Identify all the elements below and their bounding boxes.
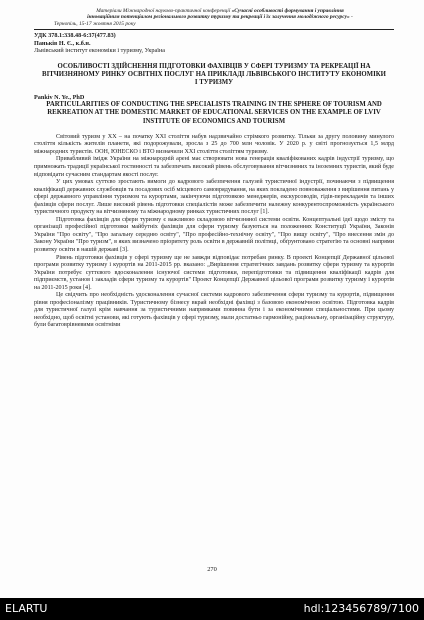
paragraph: Підготовка фахівців для сфери туризму є важливою складовою вітчизняної системи освіти. Концептуальні ідеї щодо змісту та організації професійної підготовки майбутніх фахівців для сфери туризму базуються на положеннях Конституції України, Законів України "Про освіту", "Про загальну середню освіту", "Про професійно-технічну освіту", "Про вищу освіту", "Про внесення змін до Закону України "Про туризм", в яких визначено пріоритету роль освіти в державній політиці, обґрунтовано стратегію та основні напрями розвитку освіти в нашій державі [3]. [34, 216, 394, 254]
repository-name: ELARTU [5, 602, 48, 615]
conference-header-title-2: інноваційним потенціалом регіонального розвитку туризму та рекреації і їх залучення молодіжного ресурсу» [87, 14, 350, 21]
udk-code: УДК 378.1:338.48-6:37(477.83) [34, 32, 116, 40]
title-en: PARTICULARITIES OF CONDUCTING THE SPECIALISTS TRAINING IN THE SPHERE OF TOURISM AND REKREATION AT THE DOMESTIC MARKET OF EDUCATIONAL SERVICES ON THE EXAMPLE OF LVIV INSTITUTE OF ECONOMICS AND TOURISM [46, 101, 382, 125]
paragraph: У цих умовах суттєво зростають вимоги до кадрового забезпечення галузей туристичної індустрії, починаючи з підвищення кваліфікації державних службовців та посадових осіб місцевого самоврядування, на яких покладено повноваження з вирішення питань у сфері державного управління туризмом та курортами, закінчуючи підготовкою менеджерів, екскурсоводів, гідів-перекладачів та інших фахівців сфери послуг. Лише високий рівень підготовки спеціалістів може забезпечити належну конкурентоспроможність українського туристичного продукту на вітчизняному та міжнародному ринках туристичних послуг [1]. [34, 179, 394, 216]
paragraph: Привабливий імідж України на міжнародній арені має створювати нова генерація кваліфікованих кадрів індустрії туризму, що примножать традиції української гостинності та забезпечать високий рівень обслуговування вітчизняних та іноземних туристів, який буде відповідати сучасним стандартам якості послуг. [34, 156, 394, 178]
header-divider [34, 29, 394, 30]
paragraph: Рівень підготовки фахівців у сфері туризму ще не завжди відповідає потребам ринку. В проекті Концепції Державної цільової програми розвитку туризму і курортів на 2011-2015 рр. вказано: „Вирішення стратегічних завдань розвитку сфери туризму та курортів України потребує суттєвого вдосконалення існуючої системи підготовки, перепідготовки та підвищення кваліфікації кадрів для підприємств, установ і закладів сфери туризму та курортів" Проект Концепції Державної цільової програми розвитку туризму і курортів на 2011-2015 роки [4]. [34, 254, 394, 291]
author-en: Pankiv N. Ye., PhD [34, 93, 85, 101]
paragraph: Це свідчить про необхідність удосконалення сучасної системи кадрового забезпечення сфери туризму та курортів, підвищення рівня професіоналізму працівників. Туристичному бізнесу вкрай необхідні фахівці з базовою економічною освітою. Підготовка кадрів для туристичної галузі крім навчання за туристичними напрямками повинна бути і за економічними спеціальностями. При цьому необхідно, щоб освітні установи, які готують фахівців у сфері туризму, мали достатньо гармонійну, раціональну, організаційну структуру, були багатоврівневими освітніми [34, 292, 394, 329]
author-ua: Паньків Н. Є., к.б.н. [34, 39, 91, 47]
paragraph: Світовий туризм у ХХ – на початку ХХІ століття набув надзвичайно стрімкого розвитку. Тільки за другу половину минулого століття кількість жителів планети, які подорожували, зросла з 25 до 700 млн чоловік. У 2020 р. у світі прогнозується 1,5 млрд міжнародних туристів. ООН, ЮНЕСКО і ВТО визначили ХХІ століття століттям туризму. [34, 133, 394, 155]
title-ua: ОСОБЛИВОСТІ ЗДІЙСНЕННЯ ПІДГОТОВКИ ФАХІВЦІВ У СФЕРІ ТУРИЗМУ ТА РЕКРЕАЦІЇ НА ВІТЧИЗНЯНОМУ РИНКУ ОСВІТНІХ ПОСЛУГ НА ПРИКЛАДІ ЛЬВІВСЬКОГО ІНСТИТУТУ ЕКОНОМІКИ І ТУРИЗМУ [42, 63, 386, 87]
page-number: 270 [207, 566, 217, 573]
conference-date: Тернопіль, 15-17 жовтня 2015 року [54, 20, 136, 27]
conference-header-prefix: Матеріали Міжнародної науково-практичної конференції [96, 8, 232, 14]
page-content [34, 8, 394, 330]
conference-header-title-1: «Сучасні особливості формування і управління [231, 8, 344, 14]
conference-header-suffix: - [349, 14, 353, 21]
repository-footer [0, 598, 424, 620]
handle-id: hdl:123456789/7100 [303, 602, 419, 615]
conference-header [48, 8, 392, 21]
affiliation-ua: Львівський інститут економіки і туризму, Україна [34, 47, 166, 55]
